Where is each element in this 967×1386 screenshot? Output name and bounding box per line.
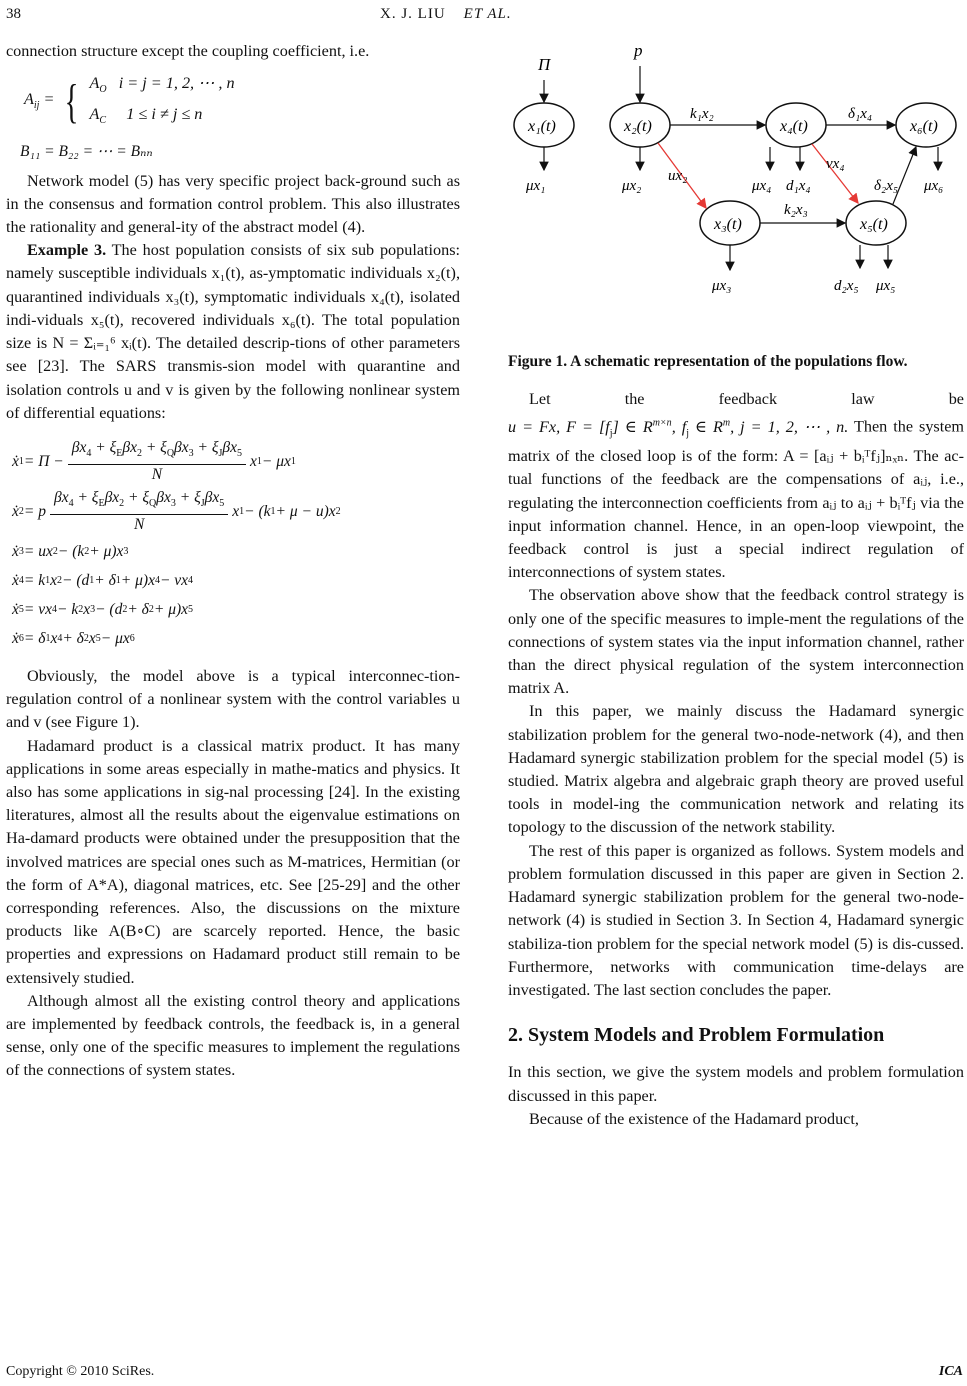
left-paragraph-1: connection structure except the coupling coefficient, i.e. xyxy=(6,42,370,60)
ode-x3: ẋ 3 = ux 2 − (k 2 + μ)x 3 xyxy=(12,542,129,560)
label-d2x5: d₂x₅ xyxy=(834,278,859,294)
equation-aij-case-1: i = j = 1, 2, ⋯ , n xyxy=(118,74,235,93)
label-vx4: vx₄ xyxy=(826,156,845,172)
label-x1: x₁(t) xyxy=(528,118,556,135)
right-paragraph-6: Because of the existence of the Hadamard product, xyxy=(529,1109,859,1128)
ode-x6: ẋ 6 = δ 1 x 4 + δ 2 x 5 − μx 6 xyxy=(12,629,135,647)
left-paragraph-4: Hadamard product is a classical matrix product. It has many applications in some areas especially in mathe-matics and physics. It also has some applications in sig-nal processing [24]. In the existing literatures, almost all the results about the eigenvalue estimations on Ha-damard products were obtained under the presupposition that the involved matrices are special ones such as M-matrices, Hermitian (or the form of A*A), diagonal matrices, etc. See [25-29] and the other corresponding references. Also, the discussions on the mixture products like A(B∘C) are scarcely reported. Hence, the basic properties and expressions on Hadamard product still remain to be extensively studied. xyxy=(6,736,460,987)
right-paragraph-5: In this section, we give the system models and problem formulation discussed in this paper. xyxy=(508,1063,964,1105)
ode-x2: ẋ 2 = p $\frac{\beta x_4 + \xi_E\beta x_2 + \xi_Q\beta x_3 + \xi_J\beta x_5}{N}$ x 1 − (k 1 + μ − u)x 2 xyxy=(12,489,341,534)
left-column xyxy=(6,40,460,1083)
figure-caption: Figure 1. A schematic representation of the populations flow. xyxy=(508,353,908,371)
label-x6: x₆(t) xyxy=(910,118,938,135)
label-delta2x5: δ₂x₅ xyxy=(874,178,899,194)
label-d1x4: d₁x₄ xyxy=(786,178,811,194)
label-mx1: μx₁ xyxy=(526,178,546,194)
equation-aij-case-2: 1 ≤ i ≠ j ≤ n xyxy=(126,105,203,124)
population-flow-figure xyxy=(508,40,964,340)
example-label: Example 3. xyxy=(27,241,107,260)
feedback-formula: u = Fx, $F = [f_j]$ ∈ $R^{m\times n}$, $f_j$ ∈ $R^m$, j = 1, 2, ⋯ , n. xyxy=(508,417,849,440)
header-authors: X. J. LIU xyxy=(380,6,446,22)
label-ux2: ux₂ xyxy=(668,168,688,184)
example-3-paragraph xyxy=(6,239,460,425)
example-text: The host population consists of six sub populations: namely susceptible individuals x₁(t), as-ymptomatic individuals x₂(t), quarantined individuals x₃(t), symptomatic individuals x₄(t), isolated indi-viduals x₅(t), recovered individuals x₆(t). The total population size is N = Σᵢ₌₁⁶ xᵢ(t). The detailed descrip-tions of other parameters see [23]. The SARS transmis-sion model with quarantine and isolation controls u and v is given by the following nonlinear system of differential equations: xyxy=(6,241,460,422)
equation-aij: $A_{ij}$ = { $A_O$ i = j = 1, 2, ⋯ , n $A_C$ 1 ≤ i ≠ j ≤ n xyxy=(24,74,235,129)
footer-journal: ICA xyxy=(938,1364,963,1379)
running-header xyxy=(380,6,512,23)
right-column xyxy=(508,40,964,1131)
left-paragraph-2: Network model (5) has very specific project back-ground such as in the consensus and formation control problem. This also illustrates the rationality and general-ity of the abstract model (4). xyxy=(6,171,460,237)
label-mx6: μx₆ xyxy=(924,178,944,194)
label-pi: Π xyxy=(538,55,551,74)
header-et-al: ET AL. xyxy=(463,6,512,22)
label-mx3: μx₃ xyxy=(712,278,732,294)
label-x3: x₃(t) xyxy=(714,216,742,233)
feedback-lead: Let the feedback law be xyxy=(529,390,964,409)
right-paragraph-2: The observation above show that the feedback control strategy is only one of the specific measures to imple-ment the regulations of the connections of system states via the input information channel, rather than the direct physical regulation of the system interconnection matrix A. xyxy=(508,586,964,698)
label-k1x2: k₁x₂ xyxy=(690,106,714,122)
label-delta1x4: δ₁x₄ xyxy=(848,106,873,122)
right-paragraph-4: The rest of this paper is organized as follows. System models and problem formulation discussed in this paper are given in Section 2. Hadamard synergic stabilization problem for the general two-node-network (4) is studied in Section 3. In Section 4, Hadamard synergic stabiliza-tion problem for the special network model (5) is dis-cussed. Furthermore, networks with communication time-delays are investigated. The last section concludes the paper. xyxy=(508,841,964,999)
ode-x1: ẋ 1 = Π − $\frac{\beta x_4 + \xi_E\beta x_2 + \xi_Q\beta x_3 + \xi_J\beta x_5}{N}$ x 1 − μx 1 xyxy=(12,439,296,484)
equation-b: B₁₁ = B₂₂ = ⋯ = Bₙₙ xyxy=(20,142,153,160)
label-x5: x₅(t) xyxy=(860,216,888,233)
label-x4: x₄(t) xyxy=(780,118,808,135)
ode-system xyxy=(12,437,460,653)
feedback-rest: Then the system matrix of the closed loop is of the form: A = [aᵢⱼ + bᵢᵀfⱼ]ₙₓₙ. The ac-tual functions of the feedback are the compensations of aᵢⱼ, i.e., regulating the interconnection coefficients from aᵢⱼ to aᵢⱼ + bᵢᵀfⱼ via the input information channel. Hence, in an open-loop viewpoint, the feedback control is just a special indirect regulation of interconnections of system states. xyxy=(508,417,964,582)
label-p: p xyxy=(634,41,643,60)
left-paragraph-5: Although almost all the existing control theory and applications are implemented by feedback controls, the feedback is, in a general sense, only one of the specific measures to implement the regulations of the connections of system states. xyxy=(6,991,460,1080)
ode-x4: ẋ 4 = k 1 x 2 − (d 1 + δ 1 + μ)x 4 − vx 4 xyxy=(12,571,194,589)
footer-copyright: Copyright © 2010 SciRes. xyxy=(6,1364,155,1379)
label-k2x3: k₂x₃ xyxy=(784,202,808,218)
right-paragraph-3: In this paper, we mainly discuss the Hadamard synergic stabilization problem for the general two-node-network (4), and then Hadamard synergic stabilization problem for the special model (5) is studied. Matrix algebra and algebraic graph theory are proved useful tools in model-ing the communication network and relating its topology to the discussion of the network stability. xyxy=(508,702,964,837)
label-x2: x₂(t) xyxy=(624,118,652,135)
label-mx2: μx₂ xyxy=(622,178,642,194)
ode-x5: ẋ 5 = vx 4 − k 2 x 3 − (d 2 + δ 2 + μ)x 5 xyxy=(12,600,194,618)
label-mx4: μx₄ xyxy=(752,178,772,194)
left-paragraph-3: Obviously, the model above is a typical interconnec-tion-regulation control of a nonlinear system with the control variables u and v (see Figure 1). xyxy=(6,666,460,732)
label-mx5: μx₅ xyxy=(876,278,896,294)
right-paragraph-1 xyxy=(508,388,964,584)
page-number: 38 xyxy=(6,6,21,22)
section-title: 2. System Models and Problem Formulation xyxy=(508,1024,885,1047)
